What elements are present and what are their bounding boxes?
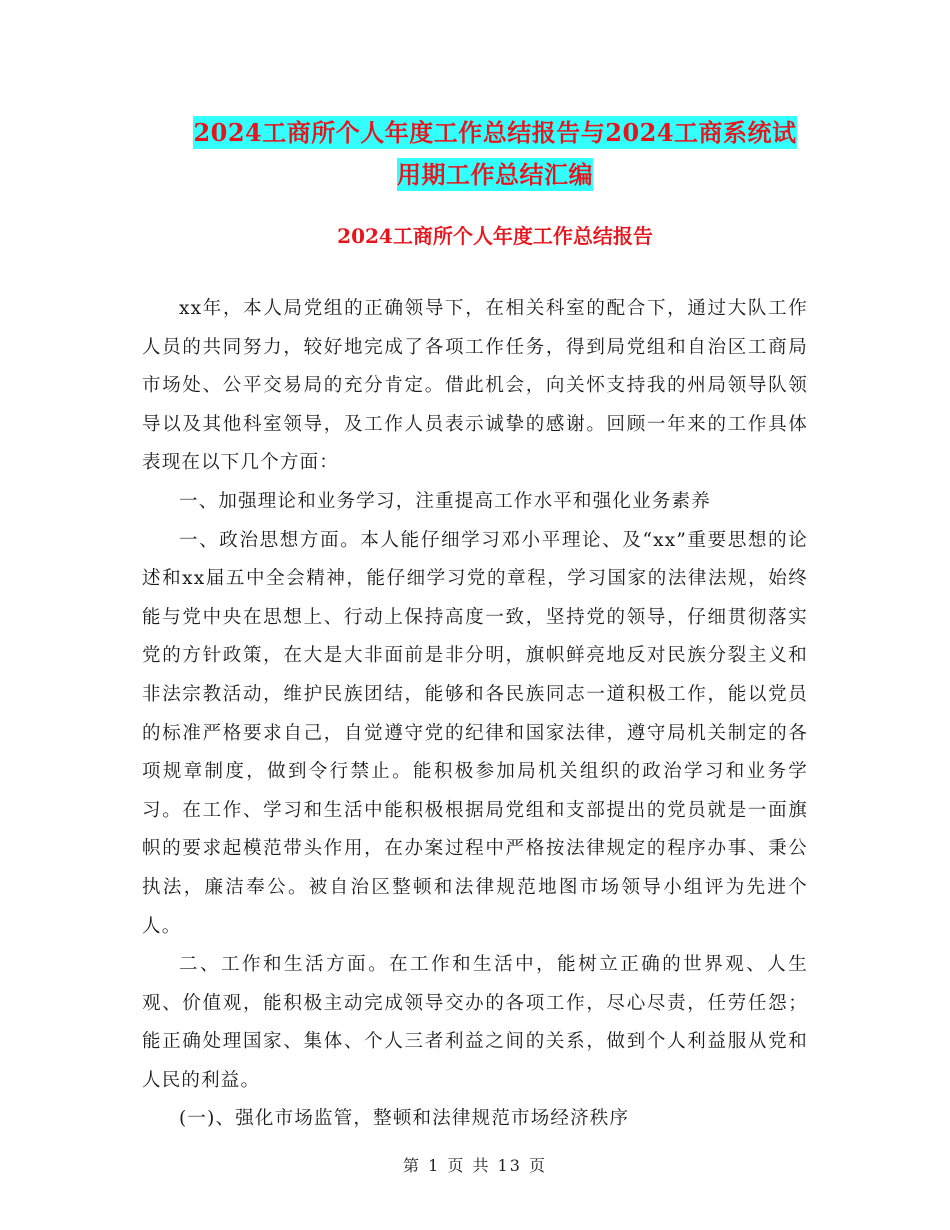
paragraph-intro: xx年，本人局党组的正确领导下，在相关科室的配合下，通过大队工作人员的共同努力，较好地完成了各项工作任务，得到局党组和自治区工商局市场处、公平交易局的充分肯定。借此机会，向关怀支持我的州局领导队领导以及其他科室领导，及工作人员表示诚挚的感谢。回顾一年来的工作具体表现在以下几个方面： (142, 298, 808, 474)
document-body (142, 290, 808, 1139)
paragraph-subheading: (一)、强化市场监管，整顿和法律规范市场经济秩序 (179, 1108, 630, 1130)
section-title: 2024工商所个人年度工作总结报告 (337, 224, 653, 248)
title-highlight: 2024工商所个人年度工作总结报告与2024工商系统试 (193, 118, 797, 147)
document-title-line-1 (140, 110, 850, 156)
paragraph-work-life: 二、工作和生活方面。在工作和生活中，能树立正确的世界观、人生观、价值观，能积极主动完成领导交办的各项工作，尽心尽责，任劳任怨；能正确处理国家、集体、个人三者利益之间的关系，做到个人利益服从党和人民的利益。 (142, 954, 808, 1091)
document-title-line-2 (140, 152, 850, 198)
title-highlight: 用期工作总结汇编 (397, 160, 593, 189)
page-footer: 第 1 页 共 13 页 (403, 1156, 547, 1175)
paragraph-political: 一、政治思想方面。本人能仔细学习邓小平理论、及“xx”重要思想的论述和xx届五中全会精神，能仔细学习党的章程，学习国家的法律法规，始终能与党中央在思想上、行动上保持高度一致，坚持党的领导，仔细贯彻落实党的方针政策，在大是大非面前是非分明，旗帜鲜亮地反对民族分裂主义和非法宗教活动，维护民族团结，能够和各民族同志一道积极工作，能以党员的标准严格要求自己，自觉遵守党的纪律和国家法律，遵守局机关制定的各项规章制度，做到令行禁止。能积极参加局机关组织的政治学习和业务学习。在工作、学习和生活中能积极根据局党组和支部提出的党员就是一面旗帜的要求起模范带头作用，在办案过程中严格按法律规定的程序办事、秉公执法，廉洁奉公。被自治区整顿和法律规范地图市场领导小组评为先进个人。 (142, 529, 808, 937)
paragraph-heading-1: 一、加强理论和业务学习，注重提高工作水平和强化业务素养 (179, 490, 711, 512)
